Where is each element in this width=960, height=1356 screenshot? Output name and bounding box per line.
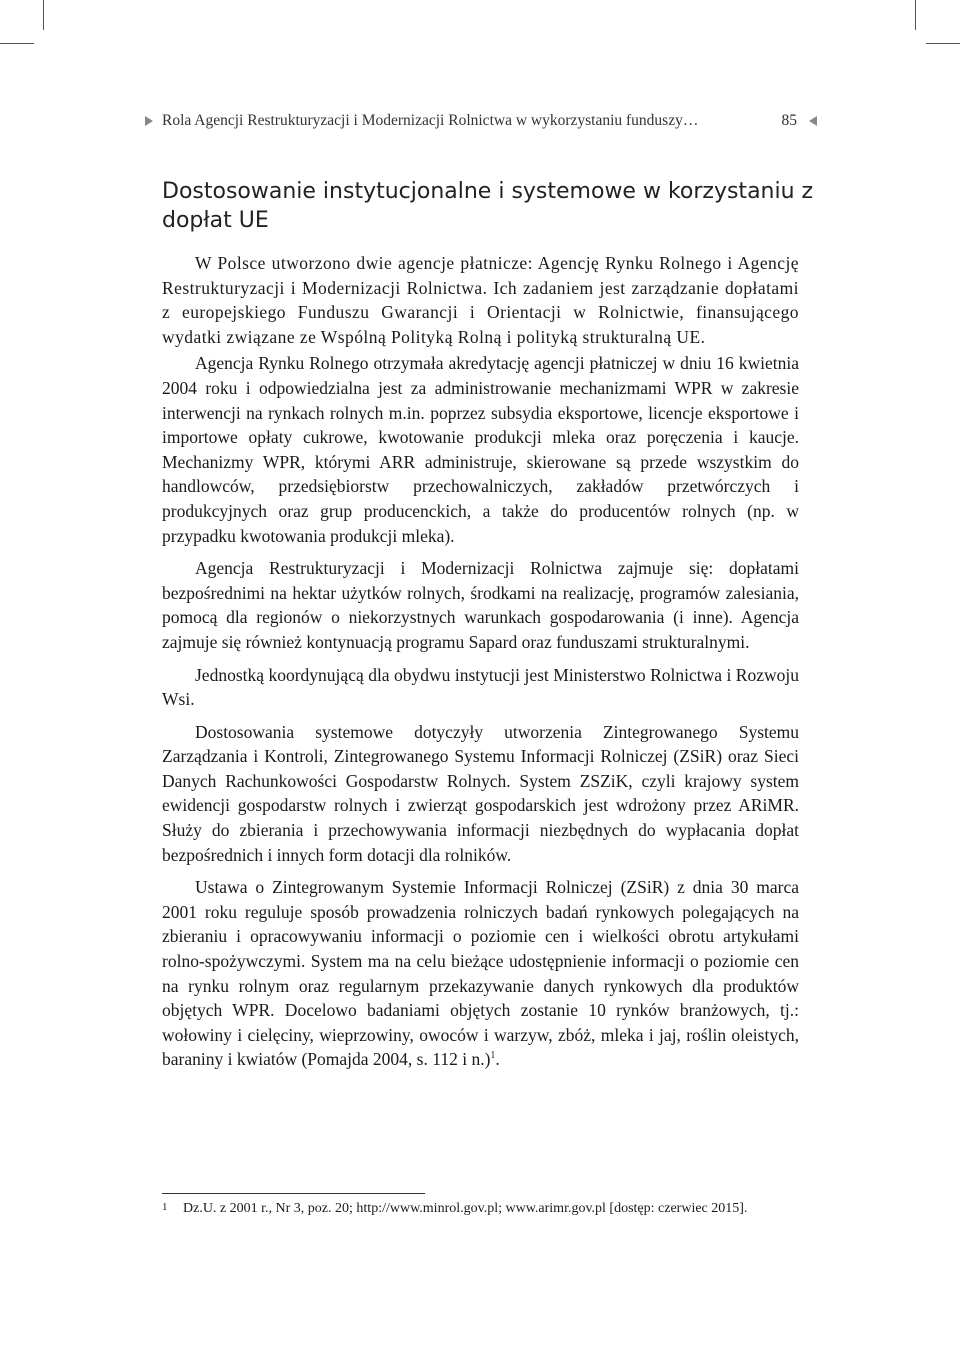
body-text [162, 251, 799, 1072]
footnote-rule [162, 1193, 425, 1194]
triangle-right-icon [145, 116, 153, 126]
footnote [162, 1199, 862, 1219]
paragraph: Jednostką koordynującą dla obydwu instytucji jest Ministerstwo Rolnictwa i Rozwoju Wsi. [162, 664, 799, 710]
paragraph-text: Ustawa o Zintegrowanym Systemie Informacji Rolniczej (ZSiR) z dnia 30 marca 2001 roku reguluje sposób prowadzenia rolniczych badań rynkowych polegających na zbieraniu i opracowywaniu informacji o poziomie cen i wielkości obrotu artykułami rolno-spożywczymi. System ma na celu bieżące udostępnienie informacji o poziomie cen na rynku rolnym oraz regularnym przekazywanie danych rynkowych dla produktów objętych WPR. Docelowo badaniami objętych zostanie 10 rynków branżowych, tj.: wołowiny i cielęciny, wieprzowiny, owoców i warzyw, zbóż, mleka i jaj, roślin oleistych, baraniny i kwiatów (Pomajda 2004, s. 112 i n.) [162, 877, 799, 1070]
page-number: 85 [781, 112, 797, 129]
crop-mark-top-right [915, 0, 916, 30]
paragraph: Dostosowania systemowe dotyczyły utworzenia Zintegrowanego Systemu Zarządzania i Kontroli, Zintegrowanego Systemu Informacji Rolniczej (ZSiR) oraz Sieci Danych Rachunkowości Gospodarstw Rolnych. System ZSZiK, czyli krajowy system ewidencji gospodarstw rolnych i zwierząt gospodarskich jest wdrożony przez ARiMR. Służy do zbierania i przechowywania informacji niezbędnych do wypłacania dopłat bezpośrednich i innych form dotacji dla rolników. [162, 721, 799, 865]
paragraph: Agencja Restrukturyzacji i Modernizacji Rolnictwa zajmuje się: dopłatami bezpośrednimi na hektar użytków rolnych, środkami na realizację, programów zalesiania, pomocą dla regionów o niekorzystnych warunkach gospodarowania (i inne). Agencja zajmuje się również kontynuacją programu Sapard oraz funduszami strukturalnymi. [162, 558, 799, 652]
footnote-text: Dz.U. z 2001 r., Nr 3, poz. 20; http://www.minrol.gov.pl; www.arimr.gov.pl [dostęp: czerwiec 2015]. [183, 1201, 748, 1216]
crop-mark-right [926, 43, 960, 44]
crop-mark-left [0, 43, 34, 44]
section-title: Dostosowanie instytucjonalne i systemowe w korzystaniu z dopłat UE [162, 179, 814, 233]
footnote-marker: 1 [490, 1050, 496, 1062]
triangle-left-icon [809, 116, 817, 126]
crop-mark-top-left [43, 0, 44, 30]
running-title: Rola Agencji Restrukturyzacji i Modernizacji Rolnictwa w wykorzystaniu funduszy… [162, 112, 699, 129]
paragraph: W Polsce utworzono dwie agencje płatnicze: Agencję Rynku Rolnego i Agencję Restrukturyzacji i Modernizacji Rolnictwa. Ich zadaniem jest zarządzanie dopłatami z europejskiego Funduszu Gwarancji i Orientacji w Rolnictwie, finansującego wydatki związane ze Wspólną Polityką Rolną i polityką strukturalną UE. [162, 253, 799, 347]
paragraph: Ustawa o Zintegrowanym Systemie Informacji Rolniczej (ZSiR) z dnia 30 marca 2001 roku reguluje sposób prowadzenia rolniczych badań rynkowych polegających na zbieraniu i opracowywaniu informacji o poziomie cen i wielkości obrotu artykułami rolno-spożywczymi. System ma na celu bieżące udostępnienie informacji o poziomie cen na rynku rolnym oraz regularnym przekazywanie danych rynkowych dla produktów objętych WPR. Docelowo badaniami objętych zostanie 10 rynków branżowych, tj.: wołowiny i cielęciny, wieprzowiny, owoców i warzyw, zbóż, mleka i jaj, roślin oleistych, baraniny i kwiatów (Pomajda 2004, s. 112 i n.)$^1$. [162, 877, 799, 1070]
paragraph: Agencja Rynku Rolnego otrzymała akredytację agencji płatniczej w dniu 16 kwietnia 2004 roku i odpowiedzialna jest za administrowanie mechanizmami WPR w zakresie interwencji na rynkach rolnych m.in. poprzez subsydia eksportowe, licencje eksportowe i importowe opłaty cukrowe, kwotowanie produkcji mleka oraz poręczenia i kaucje. Mechanizmy WPR, którymi ARR administruje, skierowane są przede wszystkim do handlowców, przedsiębiorstw przechowalniczych, zakładów przetwórczych i produkcyjnych oraz grup producenckich, a także do producentów rolnych (np. w przypadku kwotowania produkcji mleka). [162, 353, 799, 546]
running-head [145, 110, 817, 132]
footnote-number: 1 [162, 1201, 168, 1213]
